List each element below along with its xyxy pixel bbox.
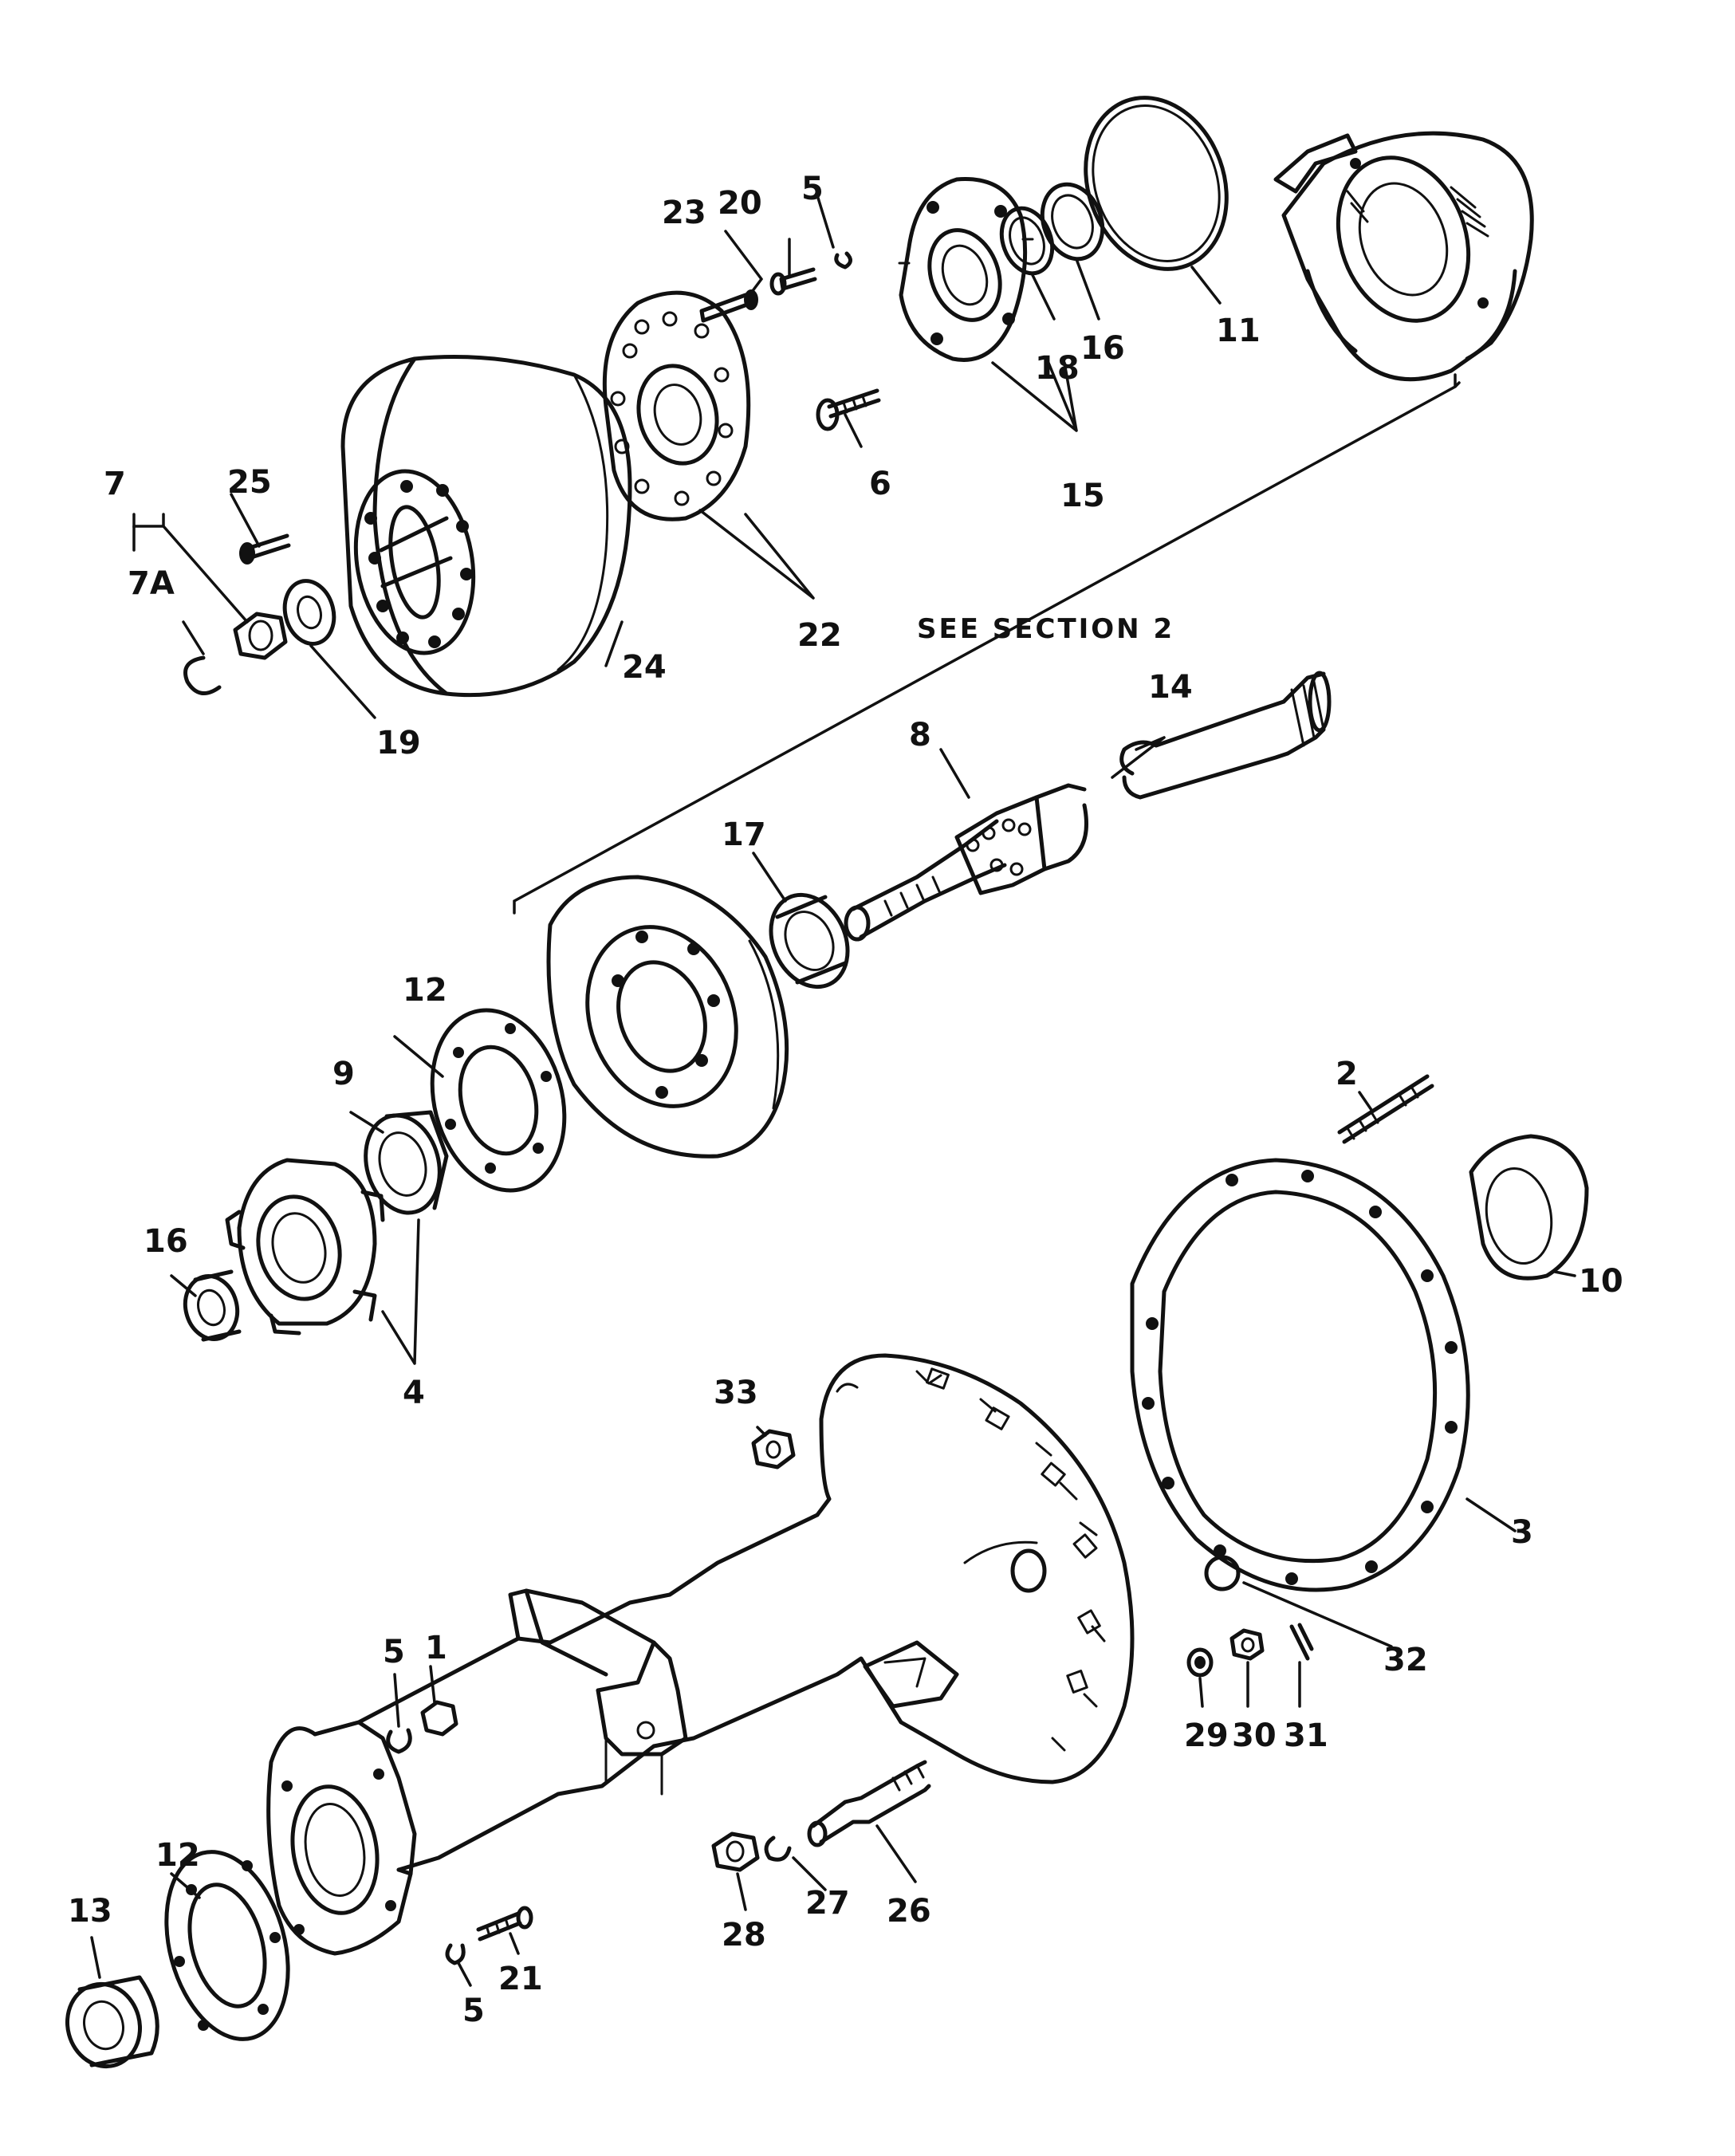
retainer-housing-4 (227, 1160, 383, 1333)
brake-shoe-assembly (1276, 133, 1532, 379)
callout-16-top: 16 (1080, 330, 1125, 367)
hub-flange-22 (604, 293, 748, 519)
gasket-3 (1132, 1160, 1468, 1590)
callout-6: 6 (869, 466, 891, 502)
callout-19: 19 (376, 725, 421, 761)
axle-shaft (846, 673, 1329, 939)
callout-5-housing: 5 (383, 1634, 405, 1670)
callout-32: 32 (1383, 1642, 1428, 1678)
callout-18: 18 (1035, 350, 1080, 387)
brake-disc (549, 877, 787, 1156)
callout-31: 31 (1284, 1717, 1328, 1754)
callout-11: 11 (1216, 313, 1261, 349)
callout-28: 28 (722, 1917, 766, 1953)
callout-4: 4 (403, 1375, 425, 1411)
callout-3: 3 (1511, 1514, 1533, 1551)
callout-2: 2 (1336, 1056, 1358, 1092)
callout-5-top: 5 (801, 171, 824, 207)
bearing-16-lower (179, 1270, 245, 1345)
bearing-cup-17 (757, 883, 862, 1000)
housing-small-parts (58, 1431, 1312, 2075)
callout-9: 9 (332, 1056, 355, 1092)
callout-26: 26 (887, 1893, 931, 1930)
callout-10: 10 (1579, 1263, 1623, 1300)
callout-16-lower: 16 (144, 1223, 188, 1260)
callout-13: 13 (68, 1893, 112, 1930)
callout-24: 24 (622, 649, 667, 686)
callout-30: 30 (1232, 1717, 1277, 1754)
callout-21: 21 (498, 1961, 543, 1997)
callout-25: 25 (227, 464, 272, 501)
callout-15: 15 (1060, 478, 1105, 514)
backing-plate-15 (899, 179, 1033, 360)
callout-20: 20 (718, 185, 762, 222)
callout-7: 7 (104, 466, 126, 502)
callout-7a: 7A (128, 565, 175, 602)
callout-14: 14 (1148, 669, 1193, 706)
bearing-cup-10 (1471, 1136, 1587, 1278)
callout-5-lower: 5 (462, 1993, 485, 2029)
callout-29: 29 (1184, 1717, 1229, 1754)
callout-1: 1 (425, 1630, 447, 1666)
nut-washer-group (186, 576, 341, 694)
hub-fasteners-top (240, 254, 879, 564)
callout-22: 22 (797, 617, 842, 654)
callout-12-lower: 12 (155, 1837, 200, 1874)
callout-12-upper: 12 (403, 972, 447, 1009)
callout-17: 17 (722, 816, 766, 853)
callout-33: 33 (714, 1375, 758, 1411)
callout-8: 8 (909, 717, 931, 753)
callout-23: 23 (662, 195, 706, 231)
callout-27: 27 (805, 1885, 850, 1922)
brake-drum-24 (342, 357, 630, 695)
see-section-note: SEE SECTION 2 (917, 613, 1175, 645)
